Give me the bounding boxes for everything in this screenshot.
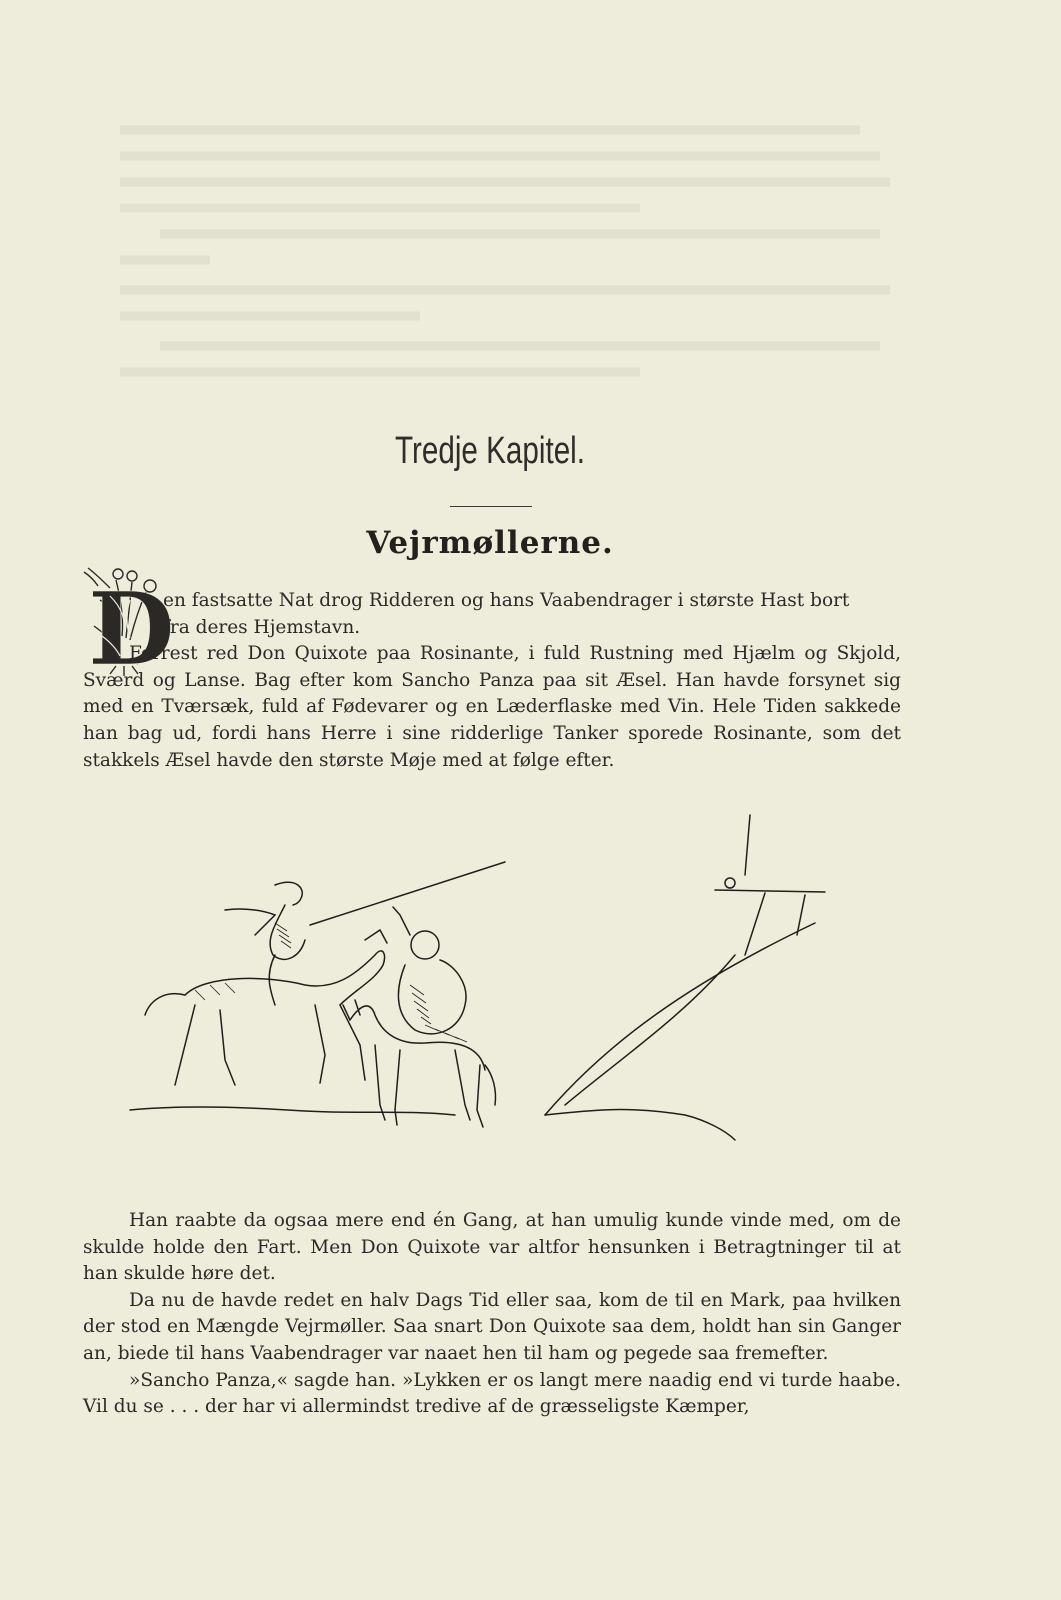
opening-paragraph (83, 588, 901, 774)
paragraph-4: Da nu de havde redet en halv Dags Tid eller saa, kom de til en Mark, paa hvilken der stod en Mængde Vejrmøller. Saa snart Don Quixote saa dem, holdt han sin Ganger an, biede til hans Vaabendrager var naaet hen til ham og pegede saa fremefter. (83, 1289, 901, 1364)
opening-line-1: en fastsatte Nat drog Ridderen og hans Vaabendrager i største Hast bort (163, 590, 850, 611)
title-divider (450, 506, 532, 507)
section-title: Vejrmøllerne. (366, 525, 614, 561)
chapter-title: Tredje Kapitel. (394, 430, 586, 472)
paragraph-3: Han raabte da ogsaa mere end én Gang, at han umulig kunde vinde med, om de skulde holde den Fart. Men Don Quixote var altfor hensunken i Betragtninger til at han skulde høre det. (83, 1210, 901, 1285)
bleed-through-texture (120, 120, 890, 390)
paragraph-5: »Sancho Panza,« sagde han. »Lykken er os langt mere naadig end vi turde haabe. Vil du se . . . der har vi allermindst tredive af de græsseligste Kæmper, (83, 1369, 901, 1418)
opening-line-2: fra deres Hjemstavn. (163, 616, 361, 638)
body-text (83, 1208, 901, 1421)
paragraph-2: Forrest red Don Quixote paa Rosinante, i fuld Rustning med Hjælm og Skjold, Sværd og Lanse. Bag efter kom Sancho Panza paa sit Æsel. Han havde forsynet sig med en Tværsæk, fuld af Fødevarer og en Læderflaske med Vin. Hele Tiden sakkede han bag ud, fordi hans Herre i sine ridderlige Tanker sporede Rosinante, som det stakkels Æsel havde den største Møje med at følge efter. (83, 643, 901, 771)
svg-text:D: D (88, 570, 175, 688)
illustration-knight-and-squire (125, 815, 845, 1190)
